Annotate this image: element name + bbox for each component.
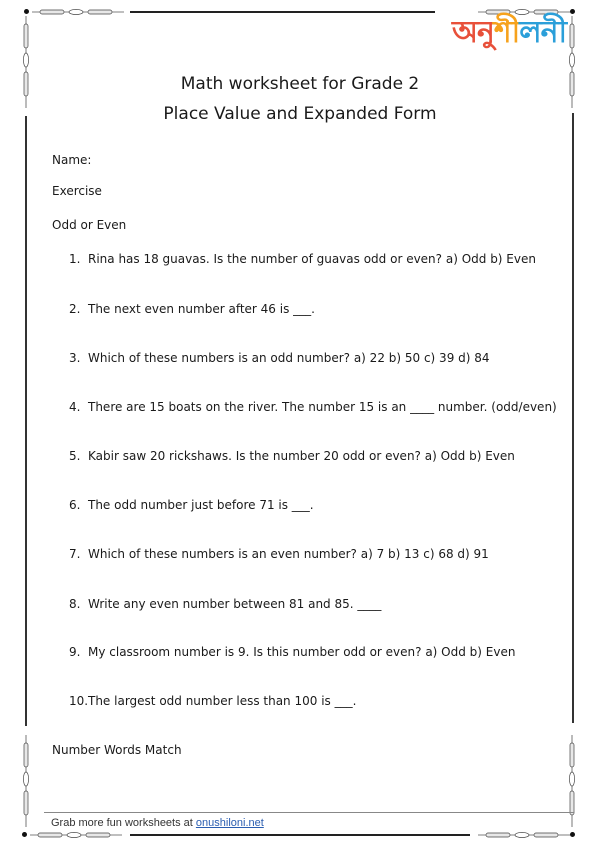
footer-link[interactable]: onushiloni.net [195, 817, 264, 829]
question-item [69, 547, 489, 561]
question-number: 1. [69, 252, 81, 266]
border-line-right [572, 113, 574, 723]
question-number: 6. [69, 498, 81, 512]
question-item [69, 400, 557, 414]
question-text: The largest odd number less than 100 is ___. [88, 694, 357, 708]
corner-dot [24, 9, 29, 14]
brand-logo [452, 14, 567, 52]
question-item [69, 252, 536, 266]
border-line-left [25, 116, 27, 726]
question-number: 4. [69, 400, 81, 414]
border-ornament [30, 832, 122, 838]
question-text: There are 15 boats on the river. The number 15 is an ____ number. (odd/even) [88, 400, 557, 414]
question-item [69, 498, 314, 512]
question-item [69, 449, 515, 463]
question-text: Rina has 18 guavas. Is the number of guavas odd or even? a) Odd b) Even [88, 252, 536, 266]
section-title: Odd or Even [52, 218, 127, 232]
question-text: Write any even number between 81 and 85. ____ [88, 597, 382, 611]
border-ornament [478, 832, 570, 838]
border-line-top [130, 11, 435, 13]
question-number: 3. [69, 351, 81, 365]
question-item [69, 645, 515, 659]
question-text: The next even number after 46 is ___. [88, 302, 315, 316]
question-text: The odd number just before 71 is ___. [88, 498, 314, 512]
worksheet-title: Math worksheet for Grade 2 [180, 74, 420, 94]
question-number: 7. [69, 547, 81, 561]
question-text: Kabir saw 20 rickshaws. Is the number 20 odd or even? a) Odd b) Even [88, 449, 515, 463]
corner-dot [570, 9, 575, 14]
question-item [69, 302, 315, 316]
border-ornament [23, 735, 29, 827]
border-ornament [23, 16, 29, 108]
logo-text: অনশলন [452, 15, 567, 50]
border-ornament [32, 9, 124, 15]
corner-dot [22, 832, 27, 837]
exercise-label: Exercise [52, 184, 102, 198]
worksheet-subtitle: Place Value and Expanded Form [163, 104, 437, 124]
question-number: 8. [69, 597, 81, 611]
footer [51, 817, 264, 829]
question-number: 5. [69, 449, 81, 463]
question-text: Which of these numbers is an odd number? a) 22 b) 50 c) 39 d) 84 [88, 351, 490, 365]
question-number: 2. [69, 302, 81, 316]
question-text: Which of these numbers is an even number? a) 7 b) 13 c) 68 d) 91 [88, 547, 489, 561]
question-number: 9. [69, 645, 81, 659]
name-label: Name: [52, 153, 92, 167]
border-ornament [569, 735, 575, 827]
footer-divider [44, 812, 574, 813]
question-item [69, 597, 381, 611]
question-number: 10. [69, 694, 89, 708]
next-section-title: Number Words Match [52, 743, 182, 757]
border-line-bottom [130, 834, 470, 836]
corner-dot [570, 832, 575, 837]
border-ornament [569, 16, 575, 108]
question-text: My classroom number is 9. Is this number odd or even? a) Odd b) Even [88, 645, 516, 659]
question-item [69, 694, 356, 708]
question-item [69, 351, 490, 365]
footer-text: Grab more fun worksheets at [51, 817, 196, 829]
